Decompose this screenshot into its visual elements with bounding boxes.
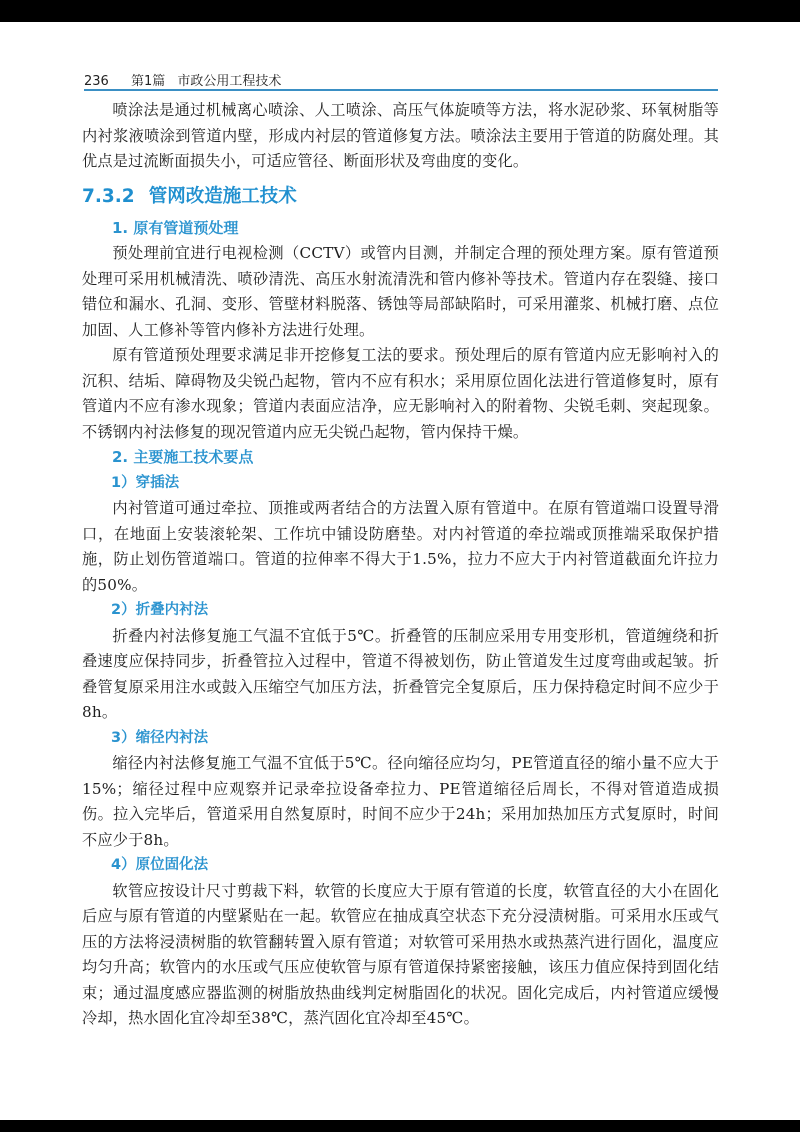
subsection-heading-2: 2. 主要施工技术要点: [112, 448, 254, 466]
section-title: 管网改造施工技术: [148, 185, 297, 207]
method-text-reduction: 缩径内衬法修复施工气温不宜低于5℃。径向缩径应均匀，PE管道直径的缩小量不应大于15%；缩径过程中应观察并记录牵拉设备牵拉力、PE管道缩径后周长，不得对管道造成损伤。拉入完毕后，管道采用自然复原时，时间不应少于24h；采用加热加压方式复原时，时间不应少于8h。: [82, 754, 719, 849]
scan-border-top: [0, 0, 800, 22]
page-body: [82, 98, 719, 1032]
header-rule: [84, 89, 718, 91]
method-heading-fold: 2）折叠内衬法: [111, 602, 209, 618]
scan-border-bottom: [0, 1120, 800, 1132]
subsection-heading-1: 1. 原有管道预处理: [112, 218, 239, 237]
part-label: 第1篇: [130, 74, 166, 89]
paragraph-pretreatment-2: 原有管道预处理要求满足非开挖修复工法的要求。预处理后的原有管道内应无影响衬入的沉积、结垢、障碍物及尖锐凸起物，管内不应有积水；采用原位固化法进行管道修复时，原有管道内不应有渗水现象；管道内表面应洁净，应无影响衬入的附着物、尖锐毛刺、突起现象。不锈钢内衬法修复的现况管道内应无尖锐凸起物，管内保持干燥。: [82, 346, 719, 441]
method-text-cipp: 软管应按设计尺寸剪裁下料，软管的长度应大于原有管道的长度，软管直径的大小在固化后应与原有管道的内壁紧贴在一起。软管应在抽成真空状态下充分浸渍树脂。可采用水压或气压的方法将浸渍树脂的软管翻转置入原有管道；对软管可采用热水或热蒸汽进行固化，温度应均匀升高；软管内的水压或气压应使软管与原有管道保持紧密接触，该压力值应保持到固化结束；通过温度感应器监测的树脂放热曲线判定树脂固化的状况。固化完成后，内衬管道应缓慢冷却，热水固化宜冷却至38℃，蒸汽固化宜冷却至45℃。: [82, 881, 719, 1027]
method-text-fold: 折叠内衬法修复施工气温不宜低于5℃。折叠管的压制应采用专用变形机，管道缠绕和折叠速度应保持同步，折叠管拉入过程中，管道不得被划伤，防止管道发生过度弯曲或起皱。折叠管复原采用注水或鼓入压缩空气加压方法，折叠管完全复原后，压力保持稳定时间不应少于8h。: [82, 626, 719, 721]
section-number: 7.3.2: [82, 185, 135, 207]
section-heading: [82, 184, 719, 210]
paragraph-pretreatment-1: 预处理前宜进行电视检测（CCTV）或管内目测，并制定合理的预处理方案。原有管道预处理可采用机械清洗、喷砂清洗、高压水射流清洗和管内修补等技术。管道内存在裂缝、接口错位和漏水、孔洞、变形、管壁材料脱落、锈蚀等局部缺陷时，可采用灌浆、机械打磨、点位加固、人工修补等管内修补方法进行处理。: [82, 244, 719, 339]
running-header: [84, 70, 281, 89]
page-number: 236: [84, 74, 109, 89]
part-title: 市政公用工程技术: [177, 74, 282, 89]
method-text-insertion: 内衬管道可通过牵拉、顶推或两者结合的方法置入原有管道中。在原有管道端口设置导滑口，在地面上安装滚轮架、工作坑中铺设防磨垫。对内衬管道的牵拉端或顶推端采取保护措施，防止划伤管道端口。管道的拉伸率不得大于1.5%，拉力不应大于内衬管道截面允许拉力的50%。: [82, 499, 719, 594]
method-heading-insertion: 1）穿插法: [111, 474, 180, 491]
method-heading-reduction: 3）缩径内衬法: [111, 729, 209, 746]
method-heading-cipp: 4）原位固化法: [111, 857, 209, 873]
intro-paragraph: 喷涂法是通过机械离心喷涂、人工喷涂、高压气体旋喷等方法，将水泥砂浆、环氧树脂等内衬浆液喷涂到管道内壁，形成内衬层的管道修复方法。喷涂法主要用于管道的防腐处理。其优点是过流断面损失小，可适应管径、断面形状及弯曲度的变化。: [82, 101, 719, 170]
